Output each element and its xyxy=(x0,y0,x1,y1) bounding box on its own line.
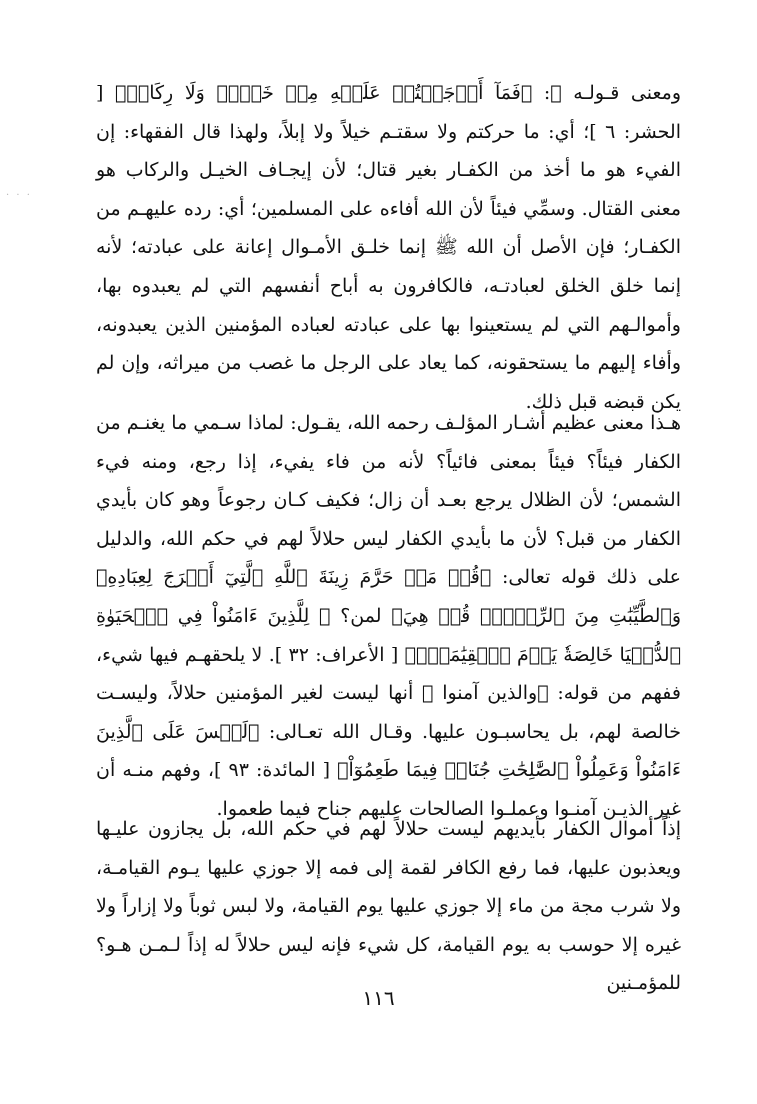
paragraph-why-called-fay xyxy=(96,404,681,829)
page-number: ١١٦ xyxy=(362,986,395,1010)
paragraph-text: هـذا معنى عظيم أشـار المؤلـف رحمه الله، يقـول: لماذا سـمي ما يغنـم من الكفار فيئاً؟ فيئاً بمعنى فائياً؟ لأنه من فاء يفيء، إذا رجع، ومنه فيء الشمس؛ لأن الظلال يرجع بعـد أن زال؛ فكيف كـان رجوعاً وهو كان بأيدي الكفار من قبل؟ لأن ما بأيدي الكفار ليس حلالاً لهم في حكم الله، والدليل على ذلك قوله تعالى: ﴿قُلۡ مَنۡ حَرَّمَ زِينَةَ ٱللَّهِ ٱلَّتِيٓ أَخۡرَجَ لِعِبَادِهِۦ وَٱلطَّيِّبَٰتِ مِنَ ٱلرِّزۡقِۚ قُلۡ هِيَ﴾ لمن؟ ﴿ لِلَّذِينَ ءَامَنُواْ فِي ٱلۡحَيَوٰةِ ٱلدُّنۡيَا خَالِصَةٗ يَوۡمَ ٱلۡقِيَٰمَةِۗ﴾ [ الأعراف: ٣٢ ]. لا يلحقهـم فيها شيء، ففهم من قوله: ﴿والذين آمنوا ﴾ أنها ليست لغير المؤمنين حلالاً، وليسـت خالصة لهم، بل يحاسبـون عليها. وقـال الله تعـالى: ﴿لَيۡسَ عَلَى ٱلَّذِينَ ءَامَنُواْ وَعَمِلُواْ ٱلصَّٰلِحَٰتِ جُنَاحٞ فِيمَا طَعِمُوٓاْ﴾ [ المائدة: ٩٣ ]، وفهم منـه أن غير الذيـن آمنـوا وعملـوا الصالحات عليهم جناح فيما طعموا. xyxy=(96,412,681,820)
paragraph-text: ومعنى قـولـه ﷺ: ﴿فَمَآ أَوۡجَفۡتُمۡ عَلَيۡهِ مِنۡ خَيۡلٖ وَلَا رِكَابٖ﴾ [ الحشر: ٦ ]؛ أي: ما حركتم ولا سقتـم خيلاً ولا إبلاً، ولهذا قال الفقهاء: إن الفيء هو ما أخذ من الكفـار بغير قتال؛ لأن إيجـاف الخيـل والركاب هو معنى القتال. وسمِّي فيئاً لأن الله أفاءه على المسلمين؛ أي: رده عليهـم من الكفـار؛ فإن الأصل أن الله ﷺ إنما خلـق الأمـوال إعانة على عبادته؛ لأنه إنما خلق الخلق لعبادتـه، فالكافرون به أباح أنفسهم التي لم يعبدوه بها، وأموالـهم التي لم يستعينوا بها على عبادته لعباده المؤمنين الذين يعبدونه، وأفاء إليهم ما يستحقونه، كما يعاد على الرجل ما غصب من ميراثه، وإن لم يكن قبضه قبل ذلك. xyxy=(96,82,681,413)
paragraph-text: إذاً أموال الكفار بأيديهم ليست حلالاً لهم في حكم الله، بل يجازون عليـها ويعذبون عليها، فما رفع الكافر لقمة إلى فمه إلا جوزي عليها يـوم القيامـة، ولا شرب مجة من ماء إلا جوزي عليها يوم القيامة، ولا لبس ثوباً ولا إزاراً ولا غيره إلا حوسب به يوم القيامة، كل شيء فإنه ليس حلالاً له إذاً لـمـن هـو؟ للمؤمـنين xyxy=(96,818,681,995)
paragraph-disbelievers-wealth xyxy=(96,810,681,1003)
scan-artifact: · · · xyxy=(6,190,32,201)
paragraph-fay-meaning xyxy=(96,74,681,421)
